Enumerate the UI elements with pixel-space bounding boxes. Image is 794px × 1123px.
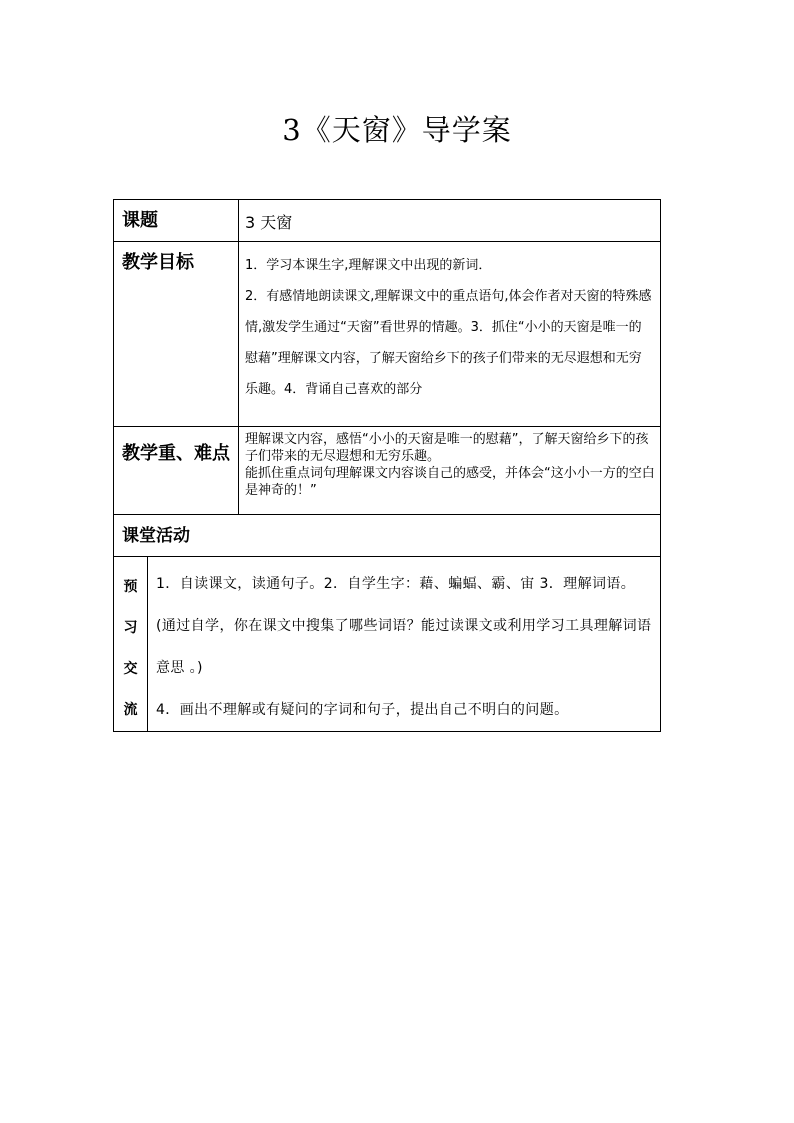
key-points-content xyxy=(239,427,661,515)
preview-label-char: 交 xyxy=(123,661,138,677)
preview-content xyxy=(148,557,661,732)
activity-header-row xyxy=(114,515,661,557)
preview-item-2: 4．画出不理解或有疑问的字词和句子，提出自己不明白的问题。 xyxy=(156,702,569,718)
goals-item-1: 1．学习本课生字,理解课文中出现的新词． xyxy=(245,258,492,273)
preview-label-char: 预 xyxy=(123,579,138,595)
preview-label-char: 流 xyxy=(123,702,138,718)
goals-content xyxy=(239,242,661,427)
page-title: 3《天窗》导学案 xyxy=(282,113,512,147)
preview-item-1: 1．自读课文，读通句子。2．自学生字：藉、蝙蝠、霸、宙 3．理解词语。(通过自学，你在课文中搜集了哪些词语？能过读课文或利用学习工具理解词语意思 。) xyxy=(156,576,652,676)
preview-label-char: 习 xyxy=(123,620,138,636)
preview-row xyxy=(114,557,661,732)
topic-value: 3 天窗 xyxy=(239,200,661,242)
key-point-2: 能抓住重点词句理解课文内容谈自己的感受，并体会“这小小一方的空白是神奇的！” xyxy=(245,466,655,498)
key-points-label: 教学重、难点 xyxy=(114,427,239,515)
preview-label xyxy=(114,557,148,732)
topic-row xyxy=(114,200,661,242)
goals-row xyxy=(114,242,661,427)
topic-label: 课题 xyxy=(114,200,239,242)
key-point-1: 理解课文内容，感悟“小小的天窗是唯一的慰藉”，了解天窗给乡下的孩子们带来的无尽遐想和无穷乐趣。 xyxy=(245,432,649,464)
key-points-row xyxy=(114,427,661,515)
goals-item-2: 2．有感情地朗读课文,理解课文中的重点语句,体会作者对天窗的特殊感情,激发学生通过“天窗”看世界的情趣。3．抓住“小小的天窗是唯一的慰藉”理解课文内容，了解天窗给乡下的孩子们带来的无尽遐想和无穷乐趣。4．背诵自己喜欢的部分 xyxy=(245,289,652,397)
lesson-plan-table xyxy=(113,199,661,732)
activity-label: 课堂活动 xyxy=(114,515,661,557)
goals-label: 教学目标 xyxy=(114,242,239,427)
